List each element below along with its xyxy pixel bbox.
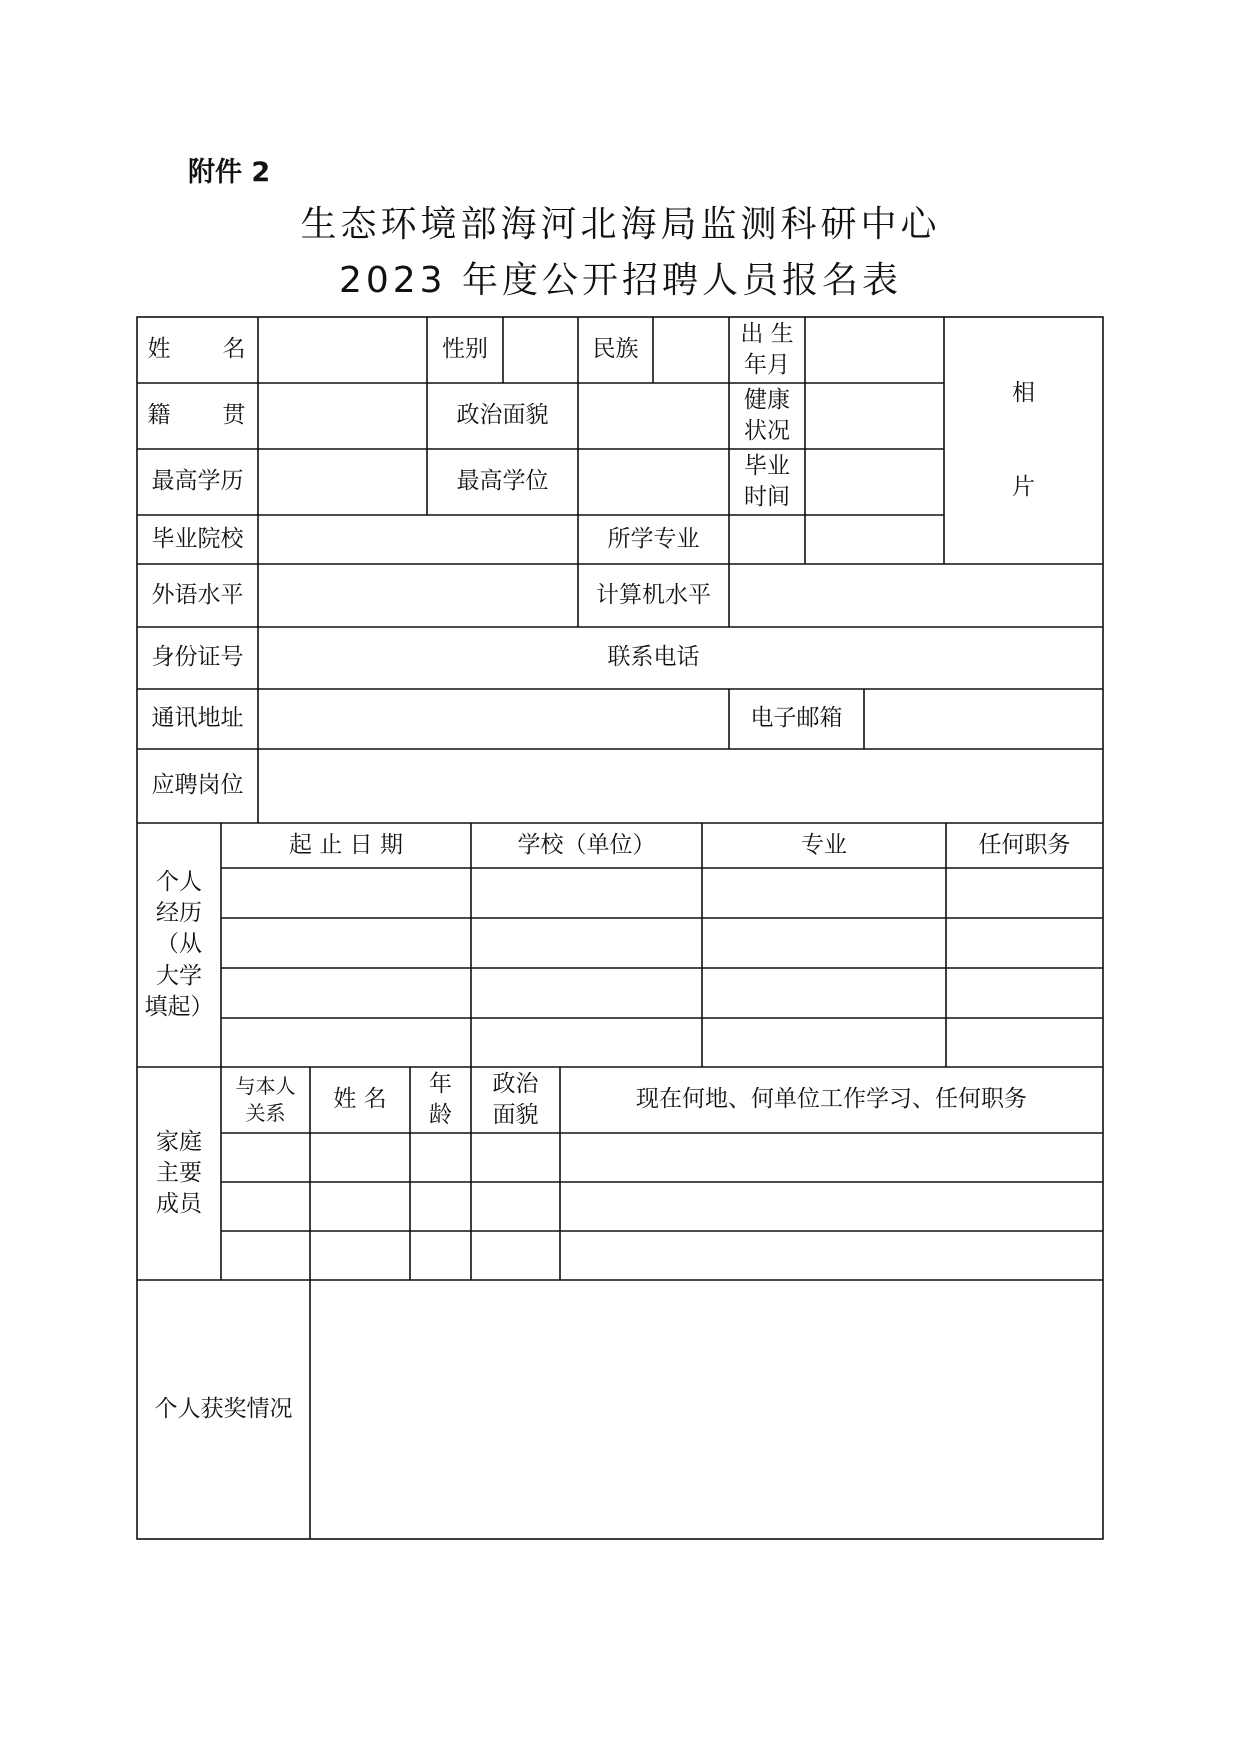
input-name[interactable] xyxy=(258,317,427,383)
exp-header-school: 学校（单位） xyxy=(517,831,656,858)
label-position: 应聘岗位 xyxy=(151,772,244,799)
input-major[interactable] xyxy=(729,515,944,564)
label-gender: 性别 xyxy=(442,336,488,363)
input-political-status[interactable] xyxy=(578,383,729,449)
input-awards[interactable] xyxy=(310,1280,1103,1539)
form-title-line1: 生态环境部海河北海局监测科研中心 xyxy=(300,204,941,245)
label-email: 电子邮箱 xyxy=(750,705,843,732)
photo-box[interactable]: 相 片 xyxy=(1012,380,1035,500)
input-id-number[interactable] xyxy=(258,627,578,689)
input-gender[interactable] xyxy=(503,317,578,383)
label-computer: 计算机水平 xyxy=(596,581,711,608)
input-address[interactable] xyxy=(258,689,729,749)
label-foreign-lang: 外语水平 xyxy=(151,581,244,608)
label-family: 家庭 主要 成员 xyxy=(156,1128,202,1218)
input-birth[interactable] xyxy=(805,317,944,383)
label-birth: 出 生 年月 xyxy=(740,320,794,378)
exp-header-dates: 起 止 日 期 xyxy=(289,831,403,858)
input-degree[interactable] xyxy=(578,449,729,515)
label-id-number: 身份证号 xyxy=(151,644,244,671)
label-address: 通讯地址 xyxy=(151,705,244,732)
form-title-line2: 2023 年度公开招聘人员报名表 xyxy=(338,260,903,301)
label-ethnicity: 民族 xyxy=(592,336,639,363)
family-header-age: 年 龄 xyxy=(429,1070,452,1128)
label-school: 毕业院校 xyxy=(151,525,244,552)
label-awards: 个人获奖情况 xyxy=(154,1395,293,1422)
label-grad-time: 毕业 时间 xyxy=(744,452,790,510)
label-name: 姓 名 xyxy=(147,336,248,363)
label-experience: 个人 经历 （从 大学 填起） xyxy=(144,869,214,1020)
input-education[interactable] xyxy=(258,449,427,515)
input-phone[interactable] xyxy=(729,627,1103,689)
input-grad-time[interactable] xyxy=(805,449,944,515)
family-header-political: 政治 面貌 xyxy=(492,1070,539,1128)
family-header-name: 姓 名 xyxy=(333,1086,387,1113)
exp-header-duty: 任何职务 xyxy=(978,831,1071,858)
label-health: 健康 状况 xyxy=(744,386,790,444)
family-header-work: 现在何地、何单位工作学习、任何职务 xyxy=(636,1086,1027,1113)
input-email[interactable] xyxy=(864,689,1103,749)
exp-header-major: 专业 xyxy=(801,831,847,858)
label-education: 最高学历 xyxy=(151,468,244,495)
input-ethnicity[interactable] xyxy=(653,317,729,383)
label-phone: 联系电话 xyxy=(607,644,700,671)
input-school[interactable] xyxy=(258,515,578,564)
label-native-place: 籍 贯 xyxy=(147,402,248,429)
input-native-place[interactable] xyxy=(258,383,427,449)
label-political-status: 政治面貌 xyxy=(456,402,549,429)
input-position[interactable] xyxy=(258,749,1103,823)
input-health[interactable] xyxy=(805,383,944,449)
label-degree: 最高学位 xyxy=(456,468,549,495)
family-header-relation: 与本人 关系 xyxy=(235,1074,296,1125)
label-major: 所学专业 xyxy=(607,525,700,552)
input-computer[interactable] xyxy=(729,564,1103,627)
attachment-label: 附件 2 xyxy=(188,157,271,188)
input-foreign-lang[interactable] xyxy=(258,564,578,627)
